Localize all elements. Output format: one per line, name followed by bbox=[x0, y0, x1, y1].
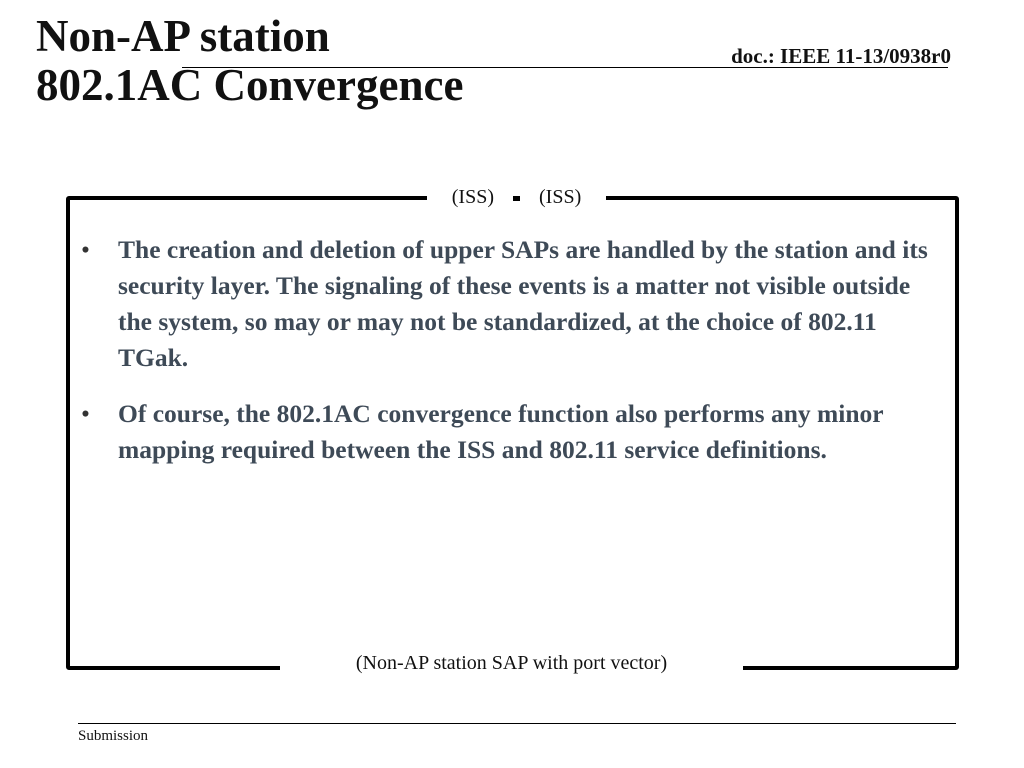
iss-label-right: (ISS) bbox=[539, 186, 582, 208]
iss-label-group bbox=[427, 184, 606, 210]
bullet-item bbox=[78, 232, 938, 376]
bullet-list bbox=[78, 232, 938, 488]
iss-separator bbox=[513, 196, 520, 201]
iss-label-left: (ISS) bbox=[451, 186, 494, 208]
bullet-text: Of course, the 802.1AC convergence function also performs any minor mapping required between the ISS and 802.11 service definitions. bbox=[118, 399, 884, 464]
bullet-text: The creation and deletion of upper SAPs are handled by the station and its security layer. The signaling of these events is a matter not visible outside the system, so may or may not be standardized, at the choice of 802.11 TGak. bbox=[118, 235, 928, 372]
bullet-icon: • bbox=[81, 399, 90, 428]
slide-title bbox=[36, 12, 463, 110]
document-id: doc.: IEEE 11-13/0938r0 bbox=[731, 44, 951, 68]
sap-label: (Non-AP station SAP with port vector) bbox=[280, 649, 743, 677]
title-line-1: Non-AP station bbox=[36, 11, 330, 61]
footer-submission: Submission bbox=[78, 728, 149, 744]
bullet-icon: • bbox=[81, 235, 90, 264]
footer-divider bbox=[78, 723, 956, 724]
header-divider bbox=[182, 67, 948, 68]
title-line-2: 802.1AC Convergence bbox=[36, 60, 464, 110]
bullet-item bbox=[78, 396, 938, 468]
